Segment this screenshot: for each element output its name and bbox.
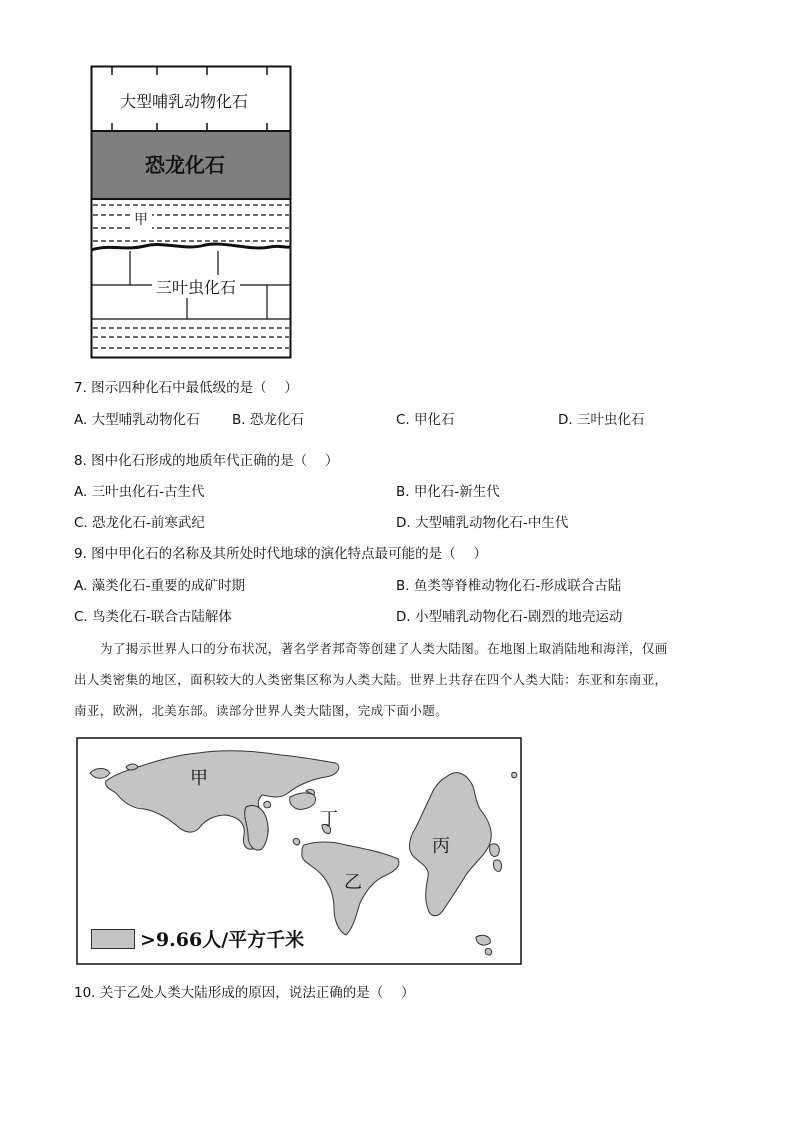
strata-layer-dinosaur: 恐龙化石: [145, 153, 225, 177]
intro-paragraph: [74, 633, 724, 726]
legend-swatch: [91, 929, 135, 949]
strata-layer-mammal: 大型哺乳动物化石: [120, 92, 249, 111]
map-label-ding: 丁: [320, 809, 338, 830]
q9-option-d[interactable]: D. 小型哺乳动物化石-剧烈的地壳运动: [396, 609, 623, 625]
strata-layer-jia: 甲: [130, 209, 152, 229]
question-10: 10. 关于乙处人类大陆形成的原因，说法正确的是（ ）: [74, 985, 415, 1001]
q9-option-c[interactable]: C. 鸟类化石-联合古陆解体: [74, 609, 232, 625]
q8-option-b[interactable]: B. 甲化石-新生代: [396, 484, 500, 500]
q9-option-b[interactable]: B. 鱼类等脊椎动物化石-形成联合古陆: [396, 578, 622, 594]
intro-line-2: 出人类密集的地区，面积较大的人类密集区称为人类大陆。世界上共存在四个人类大陆：东亚和东南亚，: [74, 672, 668, 687]
q8-option-a[interactable]: A. 三叶虫化石-古生代: [74, 484, 205, 500]
map-label-bing: 丙: [432, 836, 450, 857]
legend-text: >9.66人/平方千米: [140, 929, 305, 951]
q7-option-c[interactable]: C. 甲化石: [396, 412, 455, 428]
map-label-yi: 乙: [344, 872, 362, 893]
intro-line-1: 为了揭示世界人口的分布状况，著名学者邦奇等创建了人类大陆图。在地图上取消陆地和海洋，仅画: [100, 641, 668, 656]
strata-diagram: [90, 65, 292, 360]
q8-option-c[interactable]: C. 恐龙化石-前寒武纪: [74, 515, 205, 531]
strata-layer-trilobite: 三叶虫化石: [152, 275, 240, 298]
q7-option-a[interactable]: A. 大型哺乳动物化石: [74, 412, 200, 428]
q8-option-d[interactable]: D. 大型哺乳动物化石-中生代: [396, 515, 569, 531]
q7-option-b[interactable]: B. 恐龙化石: [232, 412, 304, 428]
map-label-jia: 甲: [190, 768, 208, 789]
question-8: 8. 图中化石形成的地质年代正确的是（ ）: [74, 453, 339, 469]
q7-option-d[interactable]: D. 三叶虫化石: [558, 412, 645, 428]
question-9: 9. 图中甲化石的名称及其所处时代地球的演化特点最可能的是（ ）: [74, 546, 487, 562]
question-7: 7. 图示四种化石中最低级的是（ ）: [74, 380, 298, 396]
q9-option-a[interactable]: A. 藻类化石-重要的成矿时期: [74, 578, 245, 594]
intro-line-3: 南亚，欧洲，北美东部。读部分世界人类大陆图，完成下面小题。: [74, 703, 449, 718]
human-continent-map: [76, 737, 522, 965]
